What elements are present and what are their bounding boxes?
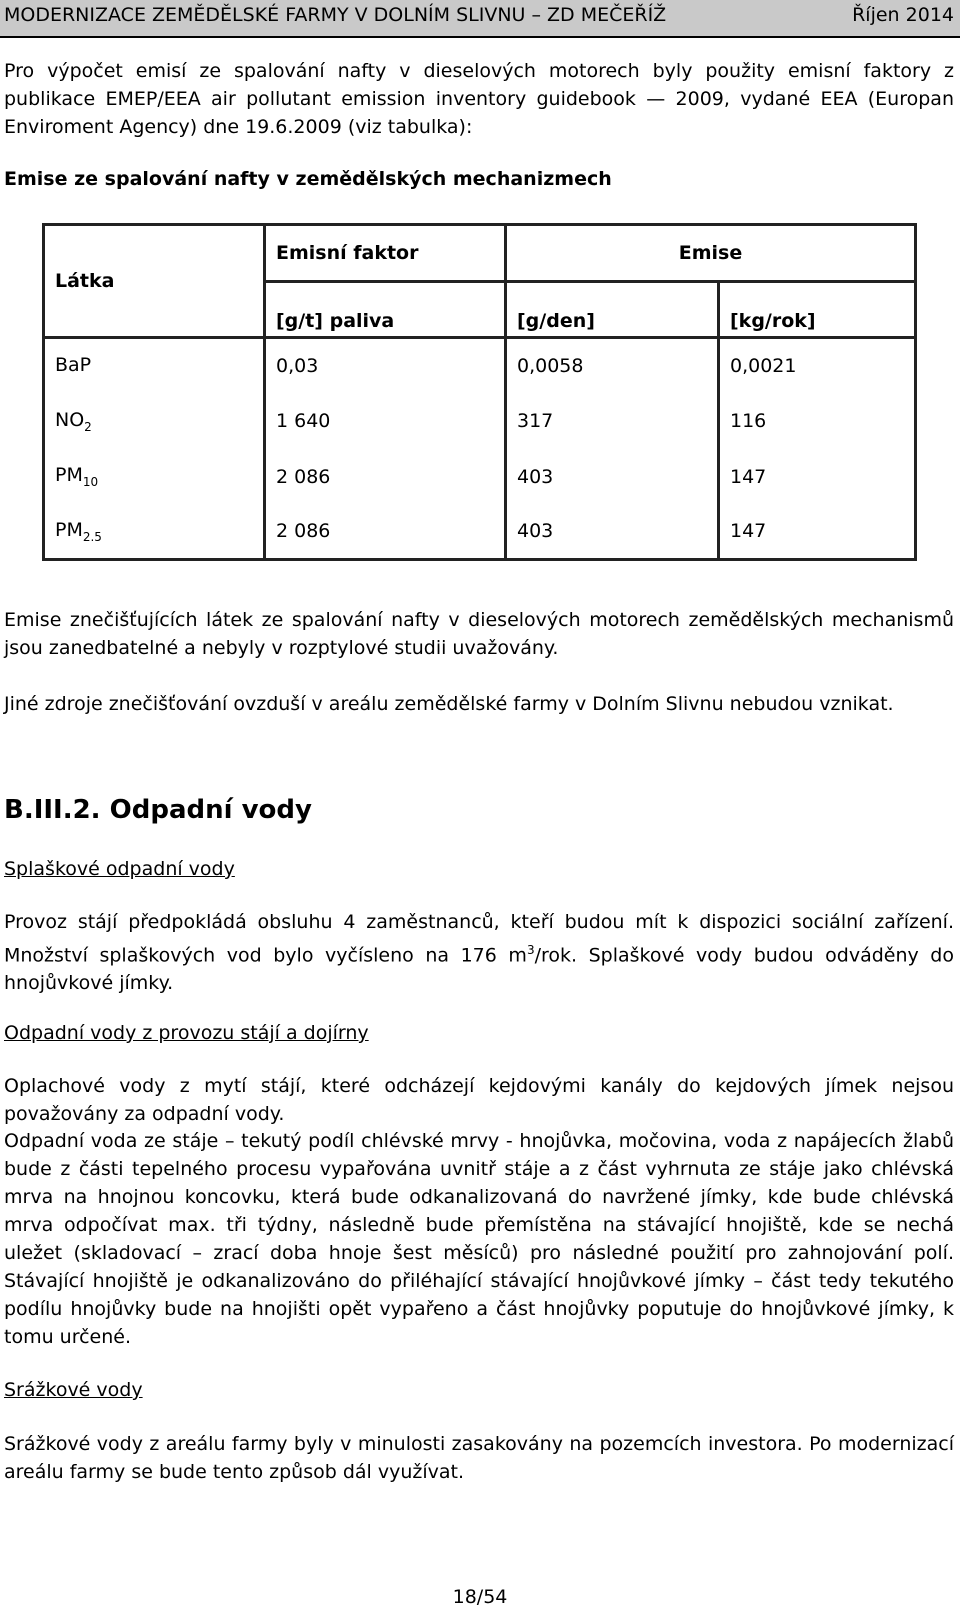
cell-faktor: 2 086: [265, 505, 506, 560]
cell-rok: 147: [719, 449, 916, 505]
cell-den: 0,0058: [506, 338, 719, 394]
table-title: Emise ze spalování nafty v zemědělských mechanizmech: [4, 168, 612, 190]
header-emise-label: Emise: [678, 242, 743, 264]
header-latka: [44, 225, 265, 338]
header-latka-label: Látka: [55, 270, 115, 292]
table-row: [44, 449, 916, 505]
substance-name: BaP: [55, 353, 92, 376]
unit-rok-label: [kg/rok]: [730, 310, 816, 332]
subheading-rainwater: Srážkové vody: [4, 1379, 143, 1401]
cell-substance: [44, 338, 265, 394]
unit-den: [506, 282, 719, 338]
staff-paragraph-text-end: /rok. Splaškové vody budou odváděny do hnojůvkové jímky.: [4, 944, 954, 995]
emissions-table: [42, 223, 917, 561]
staff-paragraph-text: Provoz stájí předpokládá obsluhu 4 zaměstnanců, kteří budou mít k dispozici sociální zařízení. Množství splaškových vod bylo vyčísleno na 176 m: [4, 911, 954, 967]
substance-sub: 10: [82, 474, 99, 489]
waste-water-paragraph: Odpadní voda ze stáje – tekutý podíl chlévské mrvy - hnojůvka, močovina, voda z napájecích žlabů bude z části tepelného procesu vypařována uvnitř stáje a z část vyhrnuta ze stáje jako chlévská mrva na hnojnou koncovku, která bude odkanalizovaná do navržené jímky, kde bude chlévská mrva odpočívat max. tři týdny, následně bude přemístěna na stávající hnojiště, kde se nechá uležet (skladovací – zrací doba hnoje šest měsíců) pro následné použití pro zahnojování polí. Stávající hnojiště je odkanalizováno do přiléhající stávající hnojůvkové jímky – část tedy tekutého podílu hnojůvky bude na hnojišti opět vypařeno a část hnojůvky poputuje do hnojůvkové jímky, k tomu určené.: [4, 1130, 954, 1348]
page-number: 18/54: [452, 1586, 508, 1608]
subheading-barn-waste: Odpadní vody z provozu stájí a dojírny: [4, 1022, 369, 1044]
cell-faktor: 1 640: [265, 394, 506, 449]
rinse-water-paragraph: Oplachové vody z mytí stájí, které odcházejí kejdovými kanály do kejdových jímek nejsou považovány za odpadní vody.: [4, 1075, 954, 1125]
cell-faktor: 2 086: [265, 449, 506, 505]
cell-substance: [44, 394, 265, 449]
table-row: [44, 394, 916, 449]
cell-rok: 116: [719, 394, 916, 449]
page-header: [0, 0, 960, 38]
substance-name: NO: [55, 408, 85, 431]
section-heading: B.III.2. Odpadní vody: [4, 795, 312, 825]
table-row: [44, 338, 916, 394]
substance-name: PM: [55, 464, 83, 487]
other-sources-paragraph: Jiné zdroje znečišťování ovzduší v areálu zemědělské farmy v Dolním Slivnu nebudou vznikat.: [4, 693, 894, 715]
cell-rok: 147: [719, 505, 916, 560]
table-row: [44, 505, 916, 560]
cell-substance: [44, 449, 265, 505]
document-date: Říjen 2014: [852, 4, 954, 26]
cell-faktor: 0,03: [265, 338, 506, 394]
substance-sub: 2: [84, 419, 92, 434]
header-faktor: [265, 225, 506, 282]
cell-den: 403: [506, 505, 719, 560]
cell-den: 317: [506, 394, 719, 449]
unit-faktor-label: [g/t] paliva: [276, 310, 395, 332]
intro-paragraph: Pro výpočet emisí ze spalování nafty v dieselových motorech byly použity emisní faktory z publikace EMEP/EEA air pollutant emission inventory guidebook — 2009, vydané EEA (Europan Enviroment Agency) dne 19.6.2009 (viz tabulka):: [4, 60, 954, 138]
rainwater-paragraph: Srážkové vody z areálu farmy byly v minulosti zasakovány na pozemcích investora. Po modernizací areálu farmy se bude tento způsob dál využívat.: [4, 1433, 954, 1483]
unit-superscript: 3: [526, 943, 535, 957]
cell-rok: 0,0021: [719, 338, 916, 394]
document-title: MODERNIZACE ZEMĚDĚLSKÉ FARMY V DOLNÍM SLIVNU – ZD MEČEŘÍŽ: [4, 4, 667, 26]
unit-rok: [719, 282, 916, 338]
emissions-note-paragraph: Emise znečišťujících látek ze spalování nafty v dieselových motorech zemědělských mechanismů jsou zanedbatelné a nebyly v rozptylové studii uvažovány.: [4, 609, 954, 659]
cell-den: 403: [506, 449, 719, 505]
header-faktor-label: Emisní faktor: [276, 242, 419, 264]
substance-sub: 2.5: [82, 529, 102, 544]
table-header-row: [44, 225, 916, 282]
header-emise: [506, 225, 916, 282]
cell-substance: [44, 505, 265, 560]
substance-name: PM: [55, 518, 83, 541]
staff-paragraph: [4, 908, 954, 997]
unit-den-label: [g/den]: [517, 310, 595, 332]
subheading-sewage: Splaškové odpadní vody: [4, 858, 235, 880]
unit-faktor: [265, 282, 506, 338]
